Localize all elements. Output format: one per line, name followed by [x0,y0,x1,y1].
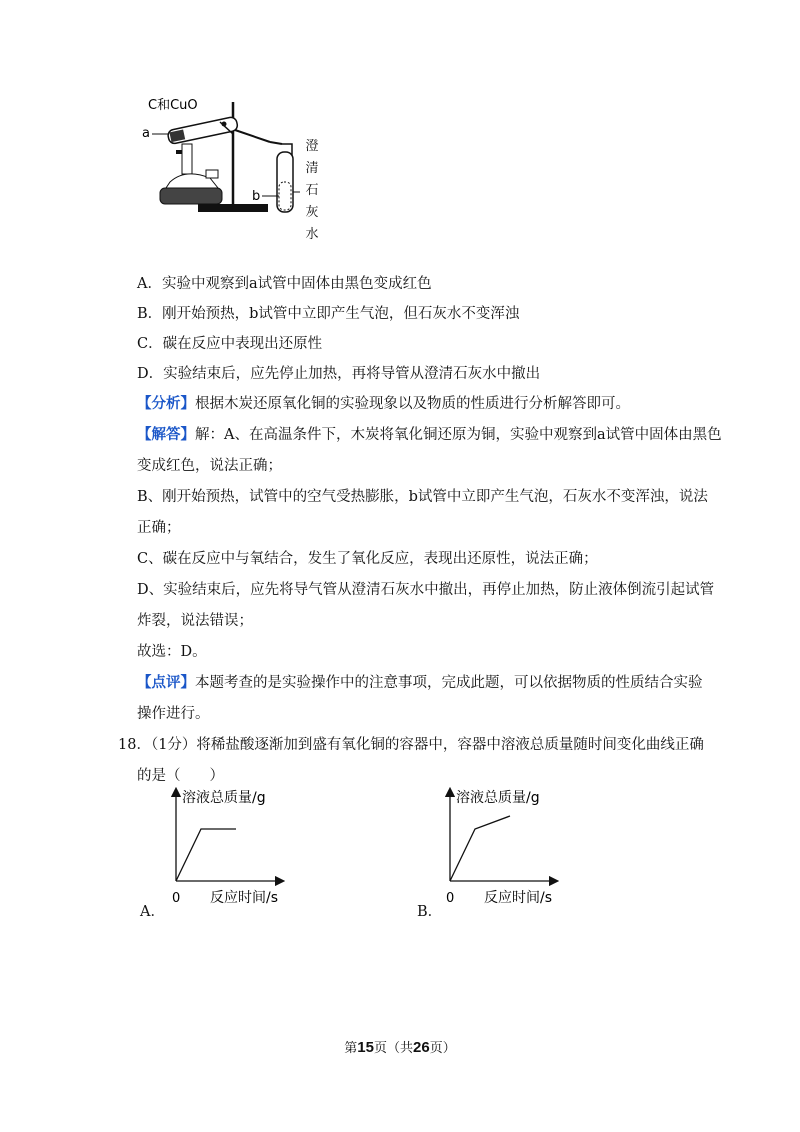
footer-prefix: 第 [344,1041,358,1056]
footer-suffix: 页） [429,1041,456,1056]
apparatus-label-a: a [142,126,150,141]
option-b: B．刚开始预热，b试管中立即产生气泡，但石灰水不变浑浊 [137,306,520,322]
comment-text: 本题考查的是实验操作中的注意事项，完成此题，可以依据物质的性质结合实验 [195,675,703,691]
graph-a-ylabel: 溶液总质量/g [182,790,266,806]
limewater-char: 清 [305,161,319,176]
limewater-char: 灰 [305,205,319,220]
analysis-text: 根据木炭还原氧化铜的实验现象以及物质的性质进行分析解答即可。 [195,396,630,412]
answer-line-5: C、碳在反应中与氧结合，发生了氧化反应，表现出还原性，说法正确； [137,551,598,567]
limewater-label [304,136,320,246]
graph-a-curve [176,829,236,881]
analysis-tag: 【分析】 [137,395,195,412]
footer-page-number: 15 [357,1039,374,1056]
answer-line-3: B、刚开始预热，试管中的空气受热膨胀，b试管中立即产生气泡，石灰水不变浑浊，说法 [137,489,708,505]
footer-total-pages: 26 [413,1039,430,1056]
graph-b-xlabel: 反应时间/s [484,890,553,906]
answer-line-1 [137,425,722,445]
question-18-line-2: 的是（ ） [137,768,224,784]
answer-line-4: 正确； [137,520,181,536]
option-d: D．实验结束后，应先停止加热，再将导管从澄清石灰水中撤出 [137,366,541,382]
graph-b-origin: 0 [446,891,455,906]
graph-a-option-label: A． [140,904,165,920]
answer-line-8: 故选：D。 [137,644,207,660]
answer-line-2: 变成红色，说法正确； [137,458,282,474]
page-footer [0,1037,800,1056]
answer-text: 解：A、在高温条件下，木炭将氧化铜还原为铜，实验中观察到a试管中固体由黑色 [195,427,722,443]
footer-mid: 页（共 [373,1041,413,1056]
graph-b-option-label: B． [417,904,443,920]
apparatus-label-c-cuo: C和CuO [148,98,198,113]
limewater-char: 石 [305,183,319,198]
graph-a [160,784,310,909]
question-18-line-1: 18．（1分）将稀盐酸逐渐加到盛有氧化铜的容器中，容器中溶液总质量随时间变化曲线正确 [118,737,704,753]
graph-a-origin: 0 [172,891,181,906]
comment-tag: 【点评】 [137,674,195,691]
comment-line-2: 操作进行。 [137,706,210,722]
answer-tag: 【解答】 [137,426,195,443]
graph-a-xlabel: 反应时间/s [210,890,279,906]
answer-line-7: 炸裂，说法错误； [137,613,253,629]
option-a: A．实验中观察到a试管中固体由黑色变成红色 [137,276,432,292]
graph-b [434,784,584,909]
answer-line-6: D、实验结束后，应先将导气管从澄清石灰水中撤出，再停止加热，防止液体倒流引起试管 [137,582,715,598]
graph-b-ylabel: 溶液总质量/g [456,790,540,806]
limewater-char: 澄 [305,139,319,154]
comment-line-1 [137,673,703,693]
graph-b-curve [450,816,510,881]
apparatus-label-b: b [252,189,261,204]
option-c: C．碳在反应中表现出还原性 [137,336,323,352]
analysis-line [137,394,630,414]
limewater-char: 水 [305,227,319,242]
